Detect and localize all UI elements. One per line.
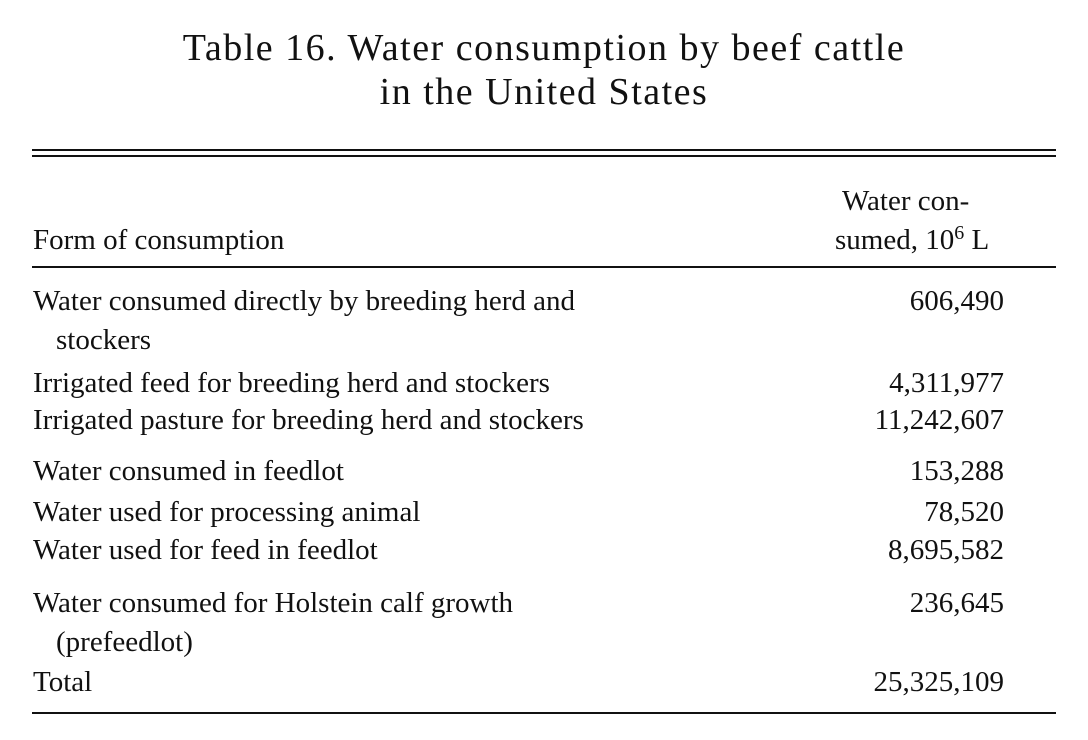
row-value: 78,520 [924,496,1004,528]
column-header-exponent: 6 [954,222,965,244]
row-label: Irrigated feed for breeding herd and stockers [33,367,550,399]
row-label: Water used for processing animal [33,496,421,528]
row-value: 236,645 [909,587,1004,619]
top-double-rule-upper [32,149,1056,151]
bottom-rule [32,712,1056,714]
header-rule [32,266,1056,268]
total-value: 25,325,109 [873,666,1004,698]
row-label: Water used for feed in feedlot [33,534,378,566]
column-header-unit-suffix: L [964,224,990,256]
row-value: 11,242,607 [874,404,1004,436]
row-value: 4,311,977 [889,367,1004,399]
table-title-line-2: in the United States [379,71,709,113]
top-double-rule-lower [32,155,1056,157]
row-label: Water consumed for Holstein calf growth [33,587,514,619]
row-label-continuation: stockers [56,324,152,356]
row-label: Water consumed directly by breeding herd and [33,285,576,317]
row-value: 8,695,582 [888,534,1004,566]
row-label: Water consumed in feedlot [33,455,344,487]
row-value: 153,288 [909,455,1004,487]
row-value: 606,490 [909,285,1004,317]
column-header-form: Form of consumption [33,224,285,256]
row-label: Irrigated pasture for breeding herd and stockers [33,404,584,436]
column-header-water-line-2 [835,223,989,257]
row-label-continuation: (prefeedlot) [56,626,193,658]
column-header-unit-text: sumed, 10 [835,224,955,256]
table-title-line-1: Table 16. Water consumption by beef cattle [182,27,906,69]
total-label: Total [33,666,93,698]
column-header-water-line-1: Water con- [842,185,970,217]
